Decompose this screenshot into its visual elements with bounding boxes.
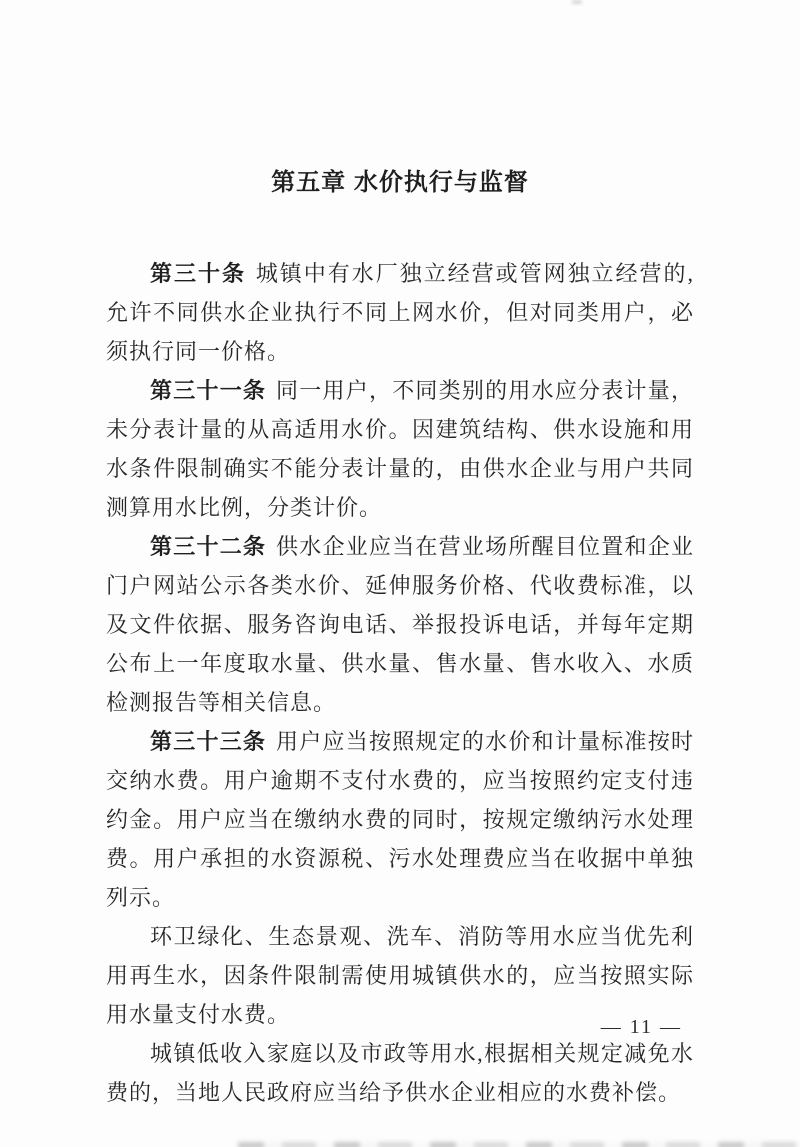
article-number: 第三十条 [150,261,246,287]
paragraph-text: 用户应当按照规定的水价和计量标准按时交纳水费。用户逾期不支付水费的，应当按照约定支付违约金。用户应当在缴纳水费的同时，按规定缴纳污水处理费。用户承担的水资源税、污水处理费应当在收据中单独列示。 [106,729,694,911]
paragraph-text: 同一用户，不同类别的用水应分表计量，未分表计量的从高适用水价。因建筑结构、供水设施和用水条件限制确实不能分表计量的，由供水企业与用户共同测算用水比例，分类计价。 [106,378,694,521]
scan-bleed-strip [238,1142,800,1147]
paragraph-text: 供水企业应当在营业场所醒目位置和企业门户网站公示各类水价、延伸服务价格、代收费标准，以及文件依据、服务咨询电话、举报投诉电话，并每年定期公布上一年度取水量、供水量、售水量、售水收入、水质检测报告等相关信息。 [106,534,694,716]
scan-smudge-top [572,0,582,4]
paragraph-text: 城镇中有水厂独立经营或管网独立经营的,允许不同供水企业执行不同上网水价，但对同类用户，必须执行同一价格。 [106,261,694,365]
paragraph [106,527,694,722]
article-number: 第三十二条 [150,534,267,560]
page-number: — 11 — [600,1016,682,1038]
paragraph-text: 环卫绿化、生态景观、洗车、消防等用水应当优先利用再生水，因条件限制需使用城镇供水的，应当按照实际用水量支付水费。 [106,924,694,1028]
paragraph [106,254,694,371]
paragraph [106,722,694,917]
paragraph [106,1034,694,1112]
paragraph [106,371,694,527]
document-body [106,254,694,1112]
article-number: 第三十一条 [150,378,267,404]
paragraph-text: 城镇低收入家庭以及市政等用水,根据相关规定减免水费的，当地人民政府应当给予供水企业相应的水费补偿。 [106,1041,694,1106]
article-number: 第三十三条 [150,729,267,755]
chapter-title: 第五章 水价执行与监督 [271,169,529,197]
